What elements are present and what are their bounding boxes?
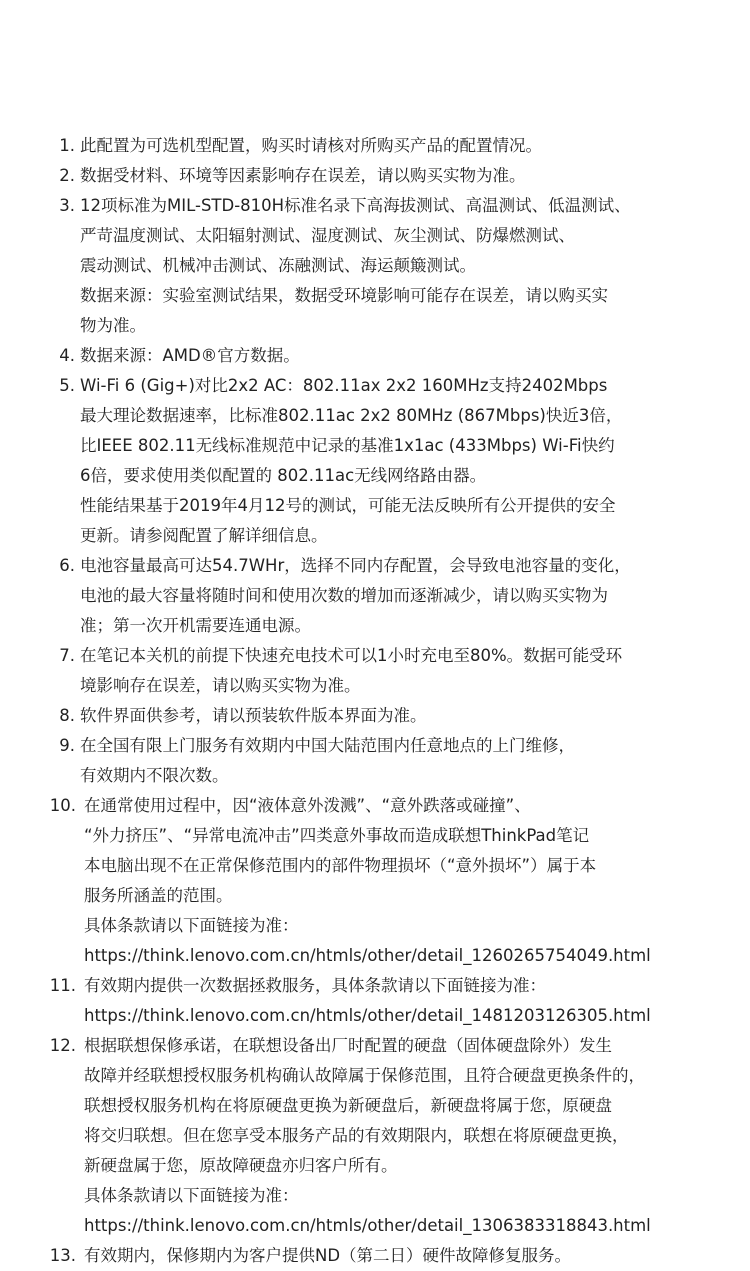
footnote-text: 有效期内，保修期内为客户提供ND（第二日）硬件故障修复服务。 [84,1246,572,1265]
footnote-number: 8. [59,706,75,725]
footnote-12 [0,1031,750,1241]
footnote-text: 具体条款请以下面链接为准： [84,916,299,935]
footnote-text: 物为准。 [80,316,146,335]
footnote-text: 电池容量最高可达54.7WHr，选择不同内存配置，会导致电池容量的变化， [80,556,631,575]
footnote-number: 10. [49,796,76,815]
terms-link[interactable]: https://think.lenovo.com.cn/htmls/other/detail_1306383318843.html [84,1216,651,1235]
footnote-text: 联想授权服务机构在将原硬盘更换为新硬盘后，新硬盘将属于您，原硬盘 [84,1096,612,1115]
footnote-text: 最大理论数据速率，比标准802.11ac 2x2 80MHz (867Mbps)快近3倍， [80,406,623,425]
footnote-text: 12项标准为MIL-STD-810H标准名录下高海拔测试、高温测试、低温测试、 [80,196,631,215]
footnote-text: 有效期内提供一次数据拯救服务，具体条款请以下面链接为准： [84,976,546,995]
footnote-number: 6. [59,556,75,575]
footnote-text: 在笔记本关机的前提下快速充电技术可以1小时充电至80%。数据可能受环 [80,646,623,665]
footnote-7 [0,641,750,701]
footnote-11 [0,971,750,1031]
footnote-text: 震动测试、机械冲击测试、冻融测试、海运颠簸测试。 [80,256,476,275]
footnote-1 [0,131,750,161]
footnote-text: 有效期内不限次数。 [80,766,229,785]
terms-link[interactable]: https://think.lenovo.com.cn/htmls/other/detail_1481203126305.html [84,1006,651,1025]
footnote-text: 数据来源：AMD®官方数据。 [80,346,300,365]
footnote-text: 更新。请参阅配置了解详细信息。 [80,526,328,545]
footnote-text: Wi-Fi 6 (Gig+)对比2x2 AC：802.11ax 2x2 160MHz支持2402Mbps [80,376,608,395]
footnote-number: 11. [49,976,76,995]
footnote-2 [0,161,750,191]
footnote-text: 故障并经联想授权服务机构确认故障属于保修范围，且符合硬盘更换条件的， [84,1066,645,1085]
footnote-text: 软件界面供参考，请以预装软件版本界面为准。 [80,706,427,725]
footnote-text: 性能结果基于2019年4月12号的测试，可能无法反映所有公开提供的安全 [80,496,616,515]
footnote-number: 3. [59,196,75,215]
footnote-number: 7. [59,646,75,665]
footnote-text: 本电脑出现不在正常保修范围内的部件物理损坏（“意外损坏”）属于本 [84,856,597,875]
footnote-text: 此配置为可选机型配置，购买时请核对所购买产品的配置情况。 [80,136,542,155]
footnote-text: 具体条款请以下面链接为准： [84,1186,299,1205]
footnote-text: 比IEEE 802.11无线标准规范中记录的基准1x1ac (433Mbps) Wi-Fi快约 [80,436,615,455]
footnote-number: 13. [49,1246,76,1265]
footnote-text: “外力挤压”、“异常电流冲击”四类意外事故而造成联想ThinkPad笔记 [84,826,590,845]
footnote-text: 6倍，要求使用类似配置的 802.11ac无线网络路由器。 [80,466,487,485]
footnote-6 [0,551,750,641]
footnote-10 [0,791,750,971]
footnote-number: 9. [59,736,75,755]
terms-link[interactable]: https://think.lenovo.com.cn/htmls/other/detail_1260265754049.html [84,946,651,965]
footnote-text: 根据联想保修承诺，在联想设备出厂时配置的硬盘（固体硬盘除外）发生 [84,1036,612,1055]
footnote-text: 服务所涵盖的范围。 [84,886,233,905]
footnote-4 [0,341,750,371]
footnote-number: 2. [59,166,75,185]
footnote-text: 在全国有限上门服务有效期内中国大陆范围内任意地点的上门维修， [80,736,575,755]
footnote-text: 数据来源：实验室测试结果，数据受环境影响可能存在误差，请以购买实 [80,286,608,305]
footnote-text: 在通常使用过程中，因“液体意外泼溅”、“意外跌落或碰撞”、 [84,796,531,815]
footnote-3 [0,191,750,341]
footnotes-list [0,131,750,1271]
footnote-number: 12. [49,1036,76,1055]
footnote-5 [0,371,750,551]
footnote-13 [0,1241,750,1271]
footnote-9 [0,731,750,791]
footnote-text: 将交归联想。但在您享受本服务产品的有效期限内，联想在将原硬盘更换， [84,1126,629,1145]
footnote-8 [0,701,750,731]
footnote-text: 数据受材料、环境等因素影响存在误差，请以购买实物为准。 [80,166,526,185]
footnote-text: 准；第一次开机需要连通电源。 [80,616,311,635]
footnote-number: 1. [59,136,75,155]
footnote-text: 境影响存在误差，请以购买实物为准。 [80,676,361,695]
footnote-number: 4. [59,346,75,365]
footnote-text: 严苛温度测试、太阳辐射测试、湿度测试、灰尘测试、防爆燃测试、 [80,226,575,245]
footnote-text: 电池的最大容量将随时间和使用次数的增加而逐渐减少，请以购买实物为 [80,586,608,605]
footnote-text: 新硬盘属于您，原故障硬盘亦归客户所有。 [84,1156,398,1175]
footnote-number: 5. [59,376,75,395]
